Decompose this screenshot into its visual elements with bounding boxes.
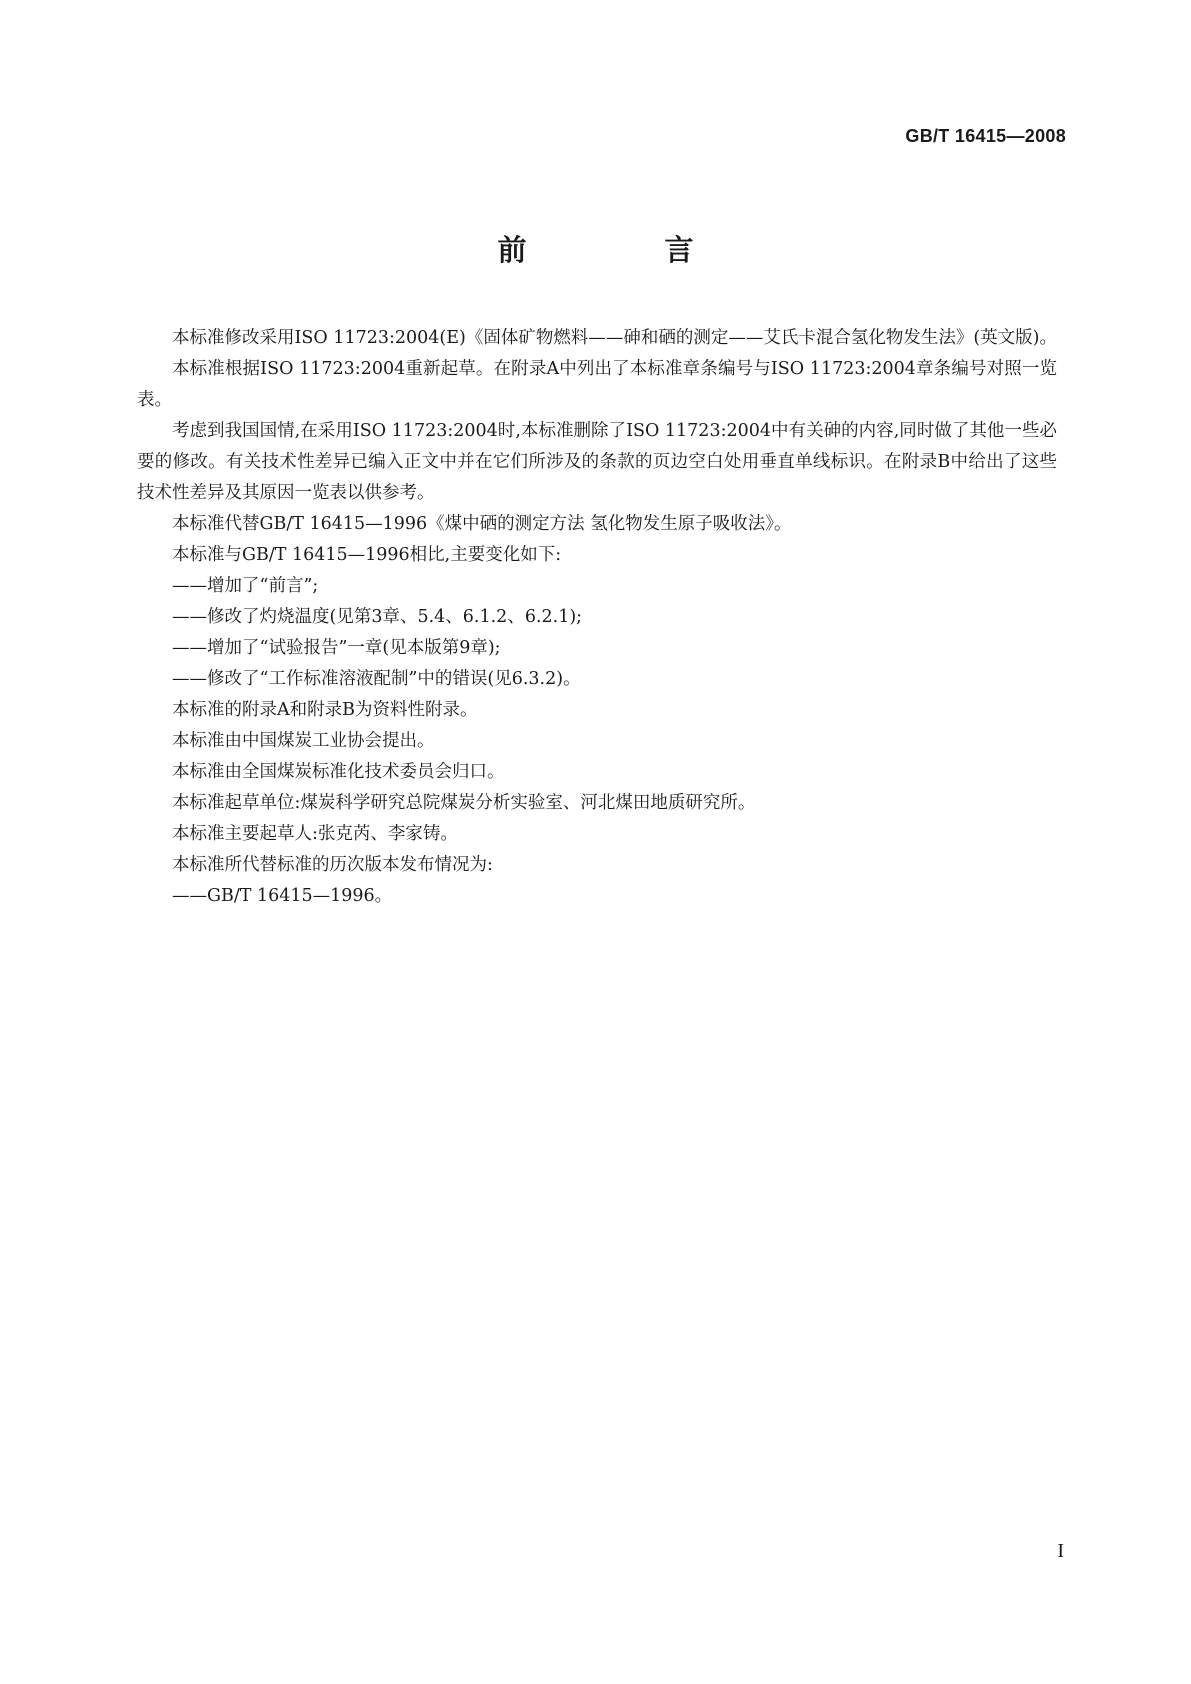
paragraph: 本标准根据ISO 11723:2004重新起草。在附录A中列出了本标准章条编号与ISO 11723:2004章条编号对照一览表。 (137, 359, 1057, 410)
paragraph: 本标准代替GB/T 16415—1996《煤中硒的测定方法 氢化物发生原子吸收法》。 (172, 514, 792, 534)
paragraph: 本标准所代替标准的历次版本发布情况为: (172, 855, 493, 875)
paragraph: 本标准由中国煤炭工业协会提出。 (172, 731, 435, 751)
paragraph: 本标准修改采用ISO 11723:2004(E)《固体矿物燃料——砷和硒的测定——艾氏卡混合氢化物发生法》(英文版)。 (172, 328, 1057, 348)
paragraph: 本标准与GB/T 16415—1996相比,主要变化如下: (172, 545, 562, 565)
list-item: ——增加了“试验报告”一章(见本版第9章); (172, 638, 501, 658)
paragraph: 考虑到我国国情,在采用ISO 11723:2004时,本标准删除了ISO 11723:2004中有关砷的内容,同时做了其他一些必要的修改。有关技术性差异已编入正文中并在它们所涉及的条款的页边空白处用垂直单线标识。在附录B中给出了这些技术性差异及其原因一览表以供参考。 (137, 421, 1057, 503)
list-item: ——修改了灼烧温度(见第3章、5.4、6.1.2、6.2.1); (172, 607, 583, 627)
paragraph: 本标准起草单位:煤炭科学研究总院煤炭分析实验室、河北煤田地质研究所。 (172, 793, 756, 813)
paragraph: 本标准由全国煤炭标准化技术委员会归口。 (172, 762, 505, 782)
list-item: ——增加了“前言”; (172, 576, 319, 596)
list-item: ——修改了“工作标准溶液配制”中的错误(见6.3.2)。 (172, 669, 581, 689)
paragraph: 本标准的附录A和附录B为资料性附录。 (172, 700, 478, 720)
page-number: I (1057, 1540, 1064, 1562)
list-item: ——GB/T 16415—1996。 (172, 886, 393, 906)
foreword-body (137, 323, 1057, 912)
page-title: 前 言 (497, 233, 758, 267)
paragraph: 本标准主要起草人:张克芮、李家铸。 (172, 824, 458, 844)
standard-code: GB/T 16415—2008 (905, 126, 1066, 146)
